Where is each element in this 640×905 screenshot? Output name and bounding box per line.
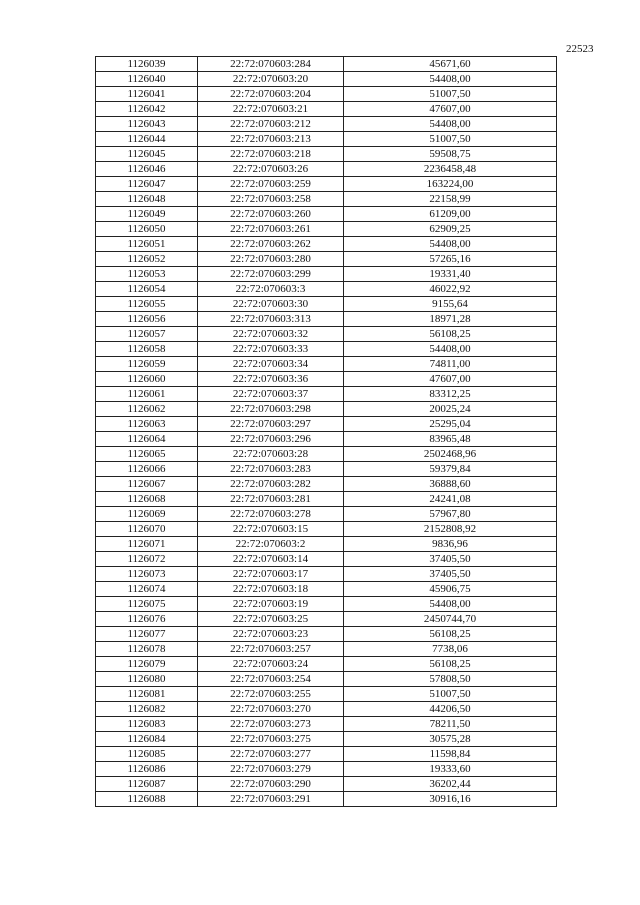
cadastral-value-cell: 45906,75 — [344, 582, 557, 597]
table-body — [96, 57, 557, 807]
cadastral-number-cell: 22:72:070603:204 — [198, 87, 344, 102]
cadastral-value-cell: 57967,80 — [344, 507, 557, 522]
cadastral-value-cell: 83312,25 — [344, 387, 557, 402]
row-number-cell: 1126075 — [96, 597, 198, 612]
cadastral-value-cell: 59379,84 — [344, 462, 557, 477]
cadastral-value-cell: 36888,60 — [344, 477, 557, 492]
row-number-cell: 1126065 — [96, 447, 198, 462]
cadastral-value-cell: 2450744,70 — [344, 612, 557, 627]
table-row — [96, 732, 557, 747]
cadastral-value-cell: 54408,00 — [344, 237, 557, 252]
row-number-cell: 1126088 — [96, 792, 198, 807]
cadastral-value-cell: 30575,28 — [344, 732, 557, 747]
cadastral-value-cell: 7738,06 — [344, 642, 557, 657]
row-number-cell: 1126042 — [96, 102, 198, 117]
cadastral-value-cell: 46022,92 — [344, 282, 557, 297]
row-number-cell: 1126056 — [96, 312, 198, 327]
table-row — [96, 612, 557, 627]
row-number-cell: 1126039 — [96, 57, 198, 72]
cadastral-value-cell: 51007,50 — [344, 687, 557, 702]
table-row — [96, 132, 557, 147]
cadastral-value-table — [95, 56, 557, 807]
table-row — [96, 297, 557, 312]
cadastral-value-cell: 18971,28 — [344, 312, 557, 327]
row-number-cell: 1126082 — [96, 702, 198, 717]
row-number-cell: 1126081 — [96, 687, 198, 702]
table-row — [96, 507, 557, 522]
cadastral-number-cell: 22:72:070603:254 — [198, 672, 344, 687]
row-number-cell: 1126045 — [96, 147, 198, 162]
row-number-cell: 1126085 — [96, 747, 198, 762]
cadastral-number-cell: 22:72:070603:277 — [198, 747, 344, 762]
cadastral-number-cell: 22:72:070603:270 — [198, 702, 344, 717]
cadastral-number-cell: 22:72:070603:24 — [198, 657, 344, 672]
row-number-cell: 1126067 — [96, 477, 198, 492]
cadastral-number-cell: 22:72:070603:30 — [198, 297, 344, 312]
cadastral-value-cell: 163224,00 — [344, 177, 557, 192]
cadastral-number-cell: 22:72:070603:255 — [198, 687, 344, 702]
cadastral-number-cell: 22:72:070603:290 — [198, 777, 344, 792]
cadastral-number-cell: 22:72:070603:262 — [198, 237, 344, 252]
row-number-cell: 1126048 — [96, 192, 198, 207]
cadastral-number-cell: 22:72:070603:37 — [198, 387, 344, 402]
row-number-cell: 1126040 — [96, 72, 198, 87]
table-row — [96, 357, 557, 372]
table-row — [96, 267, 557, 282]
row-number-cell: 1126072 — [96, 552, 198, 567]
row-number-cell: 1126083 — [96, 717, 198, 732]
cadastral-value-cell: 54408,00 — [344, 117, 557, 132]
cadastral-value-cell: 24241,08 — [344, 492, 557, 507]
row-number-cell: 1126066 — [96, 462, 198, 477]
row-number-cell: 1126058 — [96, 342, 198, 357]
cadastral-number-cell: 22:72:070603:34 — [198, 357, 344, 372]
cadastral-value-cell: 54408,00 — [344, 597, 557, 612]
cadastral-value-cell: 25295,04 — [344, 417, 557, 432]
cadastral-number-cell: 22:72:070603:296 — [198, 432, 344, 447]
row-number-cell: 1126043 — [96, 117, 198, 132]
row-number-cell: 1126077 — [96, 627, 198, 642]
table-row — [96, 207, 557, 222]
row-number-cell: 1126050 — [96, 222, 198, 237]
table-row — [96, 552, 557, 567]
row-number-cell: 1126076 — [96, 612, 198, 627]
table-row — [96, 687, 557, 702]
cadastral-number-cell: 22:72:070603:14 — [198, 552, 344, 567]
cadastral-value-cell: 57265,16 — [344, 252, 557, 267]
table-row — [96, 447, 557, 462]
cadastral-value-cell: 56108,25 — [344, 627, 557, 642]
cadastral-number-cell: 22:72:070603:299 — [198, 267, 344, 282]
row-number-cell: 1126070 — [96, 522, 198, 537]
cadastral-number-cell: 22:72:070603:33 — [198, 342, 344, 357]
row-number-cell: 1126044 — [96, 132, 198, 147]
cadastral-value-cell: 47607,00 — [344, 102, 557, 117]
cadastral-value-cell: 9155,64 — [344, 297, 557, 312]
table-row — [96, 582, 557, 597]
table-row — [96, 522, 557, 537]
table-row — [96, 627, 557, 642]
cadastral-number-cell: 22:72:070603:282 — [198, 477, 344, 492]
row-number-cell: 1126051 — [96, 237, 198, 252]
table-row — [96, 462, 557, 477]
cadastral-value-cell: 20025,24 — [344, 402, 557, 417]
cadastral-value-cell: 22158,99 — [344, 192, 557, 207]
cadastral-value-cell: 37405,50 — [344, 552, 557, 567]
cadastral-number-cell: 22:72:070603:313 — [198, 312, 344, 327]
cadastral-value-cell: 78211,50 — [344, 717, 557, 732]
cadastral-number-cell: 22:72:070603:20 — [198, 72, 344, 87]
table-row — [96, 372, 557, 387]
cadastral-number-cell: 22:72:070603:26 — [198, 162, 344, 177]
cadastral-number-cell: 22:72:070603:278 — [198, 507, 344, 522]
page-number: 22523 — [566, 43, 594, 55]
cadastral-number-cell: 22:72:070603:17 — [198, 567, 344, 582]
cadastral-value-cell: 30916,16 — [344, 792, 557, 807]
cadastral-value-cell: 44206,50 — [344, 702, 557, 717]
cadastral-number-cell: 22:72:070603:15 — [198, 522, 344, 537]
cadastral-number-cell: 22:72:070603:283 — [198, 462, 344, 477]
table-row — [96, 762, 557, 777]
cadastral-value-cell: 51007,50 — [344, 132, 557, 147]
cadastral-number-cell: 22:72:070603:212 — [198, 117, 344, 132]
row-number-cell: 1126069 — [96, 507, 198, 522]
table-row — [96, 387, 557, 402]
row-number-cell: 1126046 — [96, 162, 198, 177]
row-number-cell: 1126080 — [96, 672, 198, 687]
cadastral-value-cell: 19333,60 — [344, 762, 557, 777]
cadastral-number-cell: 22:72:070603:291 — [198, 792, 344, 807]
row-number-cell: 1126071 — [96, 537, 198, 552]
cadastral-number-cell: 22:72:070603:279 — [198, 762, 344, 777]
cadastral-number-cell: 22:72:070603:213 — [198, 132, 344, 147]
table-row — [96, 282, 557, 297]
table-row — [96, 432, 557, 447]
table-row — [96, 87, 557, 102]
cadastral-number-cell: 22:72:070603:23 — [198, 627, 344, 642]
cadastral-number-cell: 22:72:070603:280 — [198, 252, 344, 267]
cadastral-value-cell: 19331,40 — [344, 267, 557, 282]
table-row — [96, 747, 557, 762]
table-row — [96, 777, 557, 792]
cadastral-value-cell: 2236458,48 — [344, 162, 557, 177]
row-number-cell: 1126078 — [96, 642, 198, 657]
cadastral-value-cell: 61209,00 — [344, 207, 557, 222]
table-row — [96, 702, 557, 717]
table-row — [96, 57, 557, 72]
cadastral-number-cell: 22:72:070603:258 — [198, 192, 344, 207]
table-row — [96, 492, 557, 507]
table-row — [96, 252, 557, 267]
cadastral-value-cell: 54408,00 — [344, 342, 557, 357]
row-number-cell: 1126064 — [96, 432, 198, 447]
cadastral-value-cell: 9836,96 — [344, 537, 557, 552]
cadastral-number-cell: 22:72:070603:281 — [198, 492, 344, 507]
cadastral-value-cell: 2502468,96 — [344, 447, 557, 462]
table-row — [96, 717, 557, 732]
cadastral-number-cell: 22:72:070603:284 — [198, 57, 344, 72]
cadastral-value-cell: 62909,25 — [344, 222, 557, 237]
table-row — [96, 672, 557, 687]
row-number-cell: 1126062 — [96, 402, 198, 417]
cadastral-number-cell: 22:72:070603:19 — [198, 597, 344, 612]
cadastral-value-cell: 51007,50 — [344, 87, 557, 102]
row-number-cell: 1126087 — [96, 777, 198, 792]
row-number-cell: 1126086 — [96, 762, 198, 777]
table-row — [96, 327, 557, 342]
cadastral-value-cell: 83965,48 — [344, 432, 557, 447]
row-number-cell: 1126061 — [96, 387, 198, 402]
cadastral-number-cell: 22:72:070603:218 — [198, 147, 344, 162]
table-row — [96, 162, 557, 177]
cadastral-value-cell: 54408,00 — [344, 72, 557, 87]
cadastral-value-cell: 47607,00 — [344, 372, 557, 387]
cadastral-value-cell: 59508,75 — [344, 147, 557, 162]
table-row — [96, 147, 557, 162]
table-row — [96, 342, 557, 357]
row-number-cell: 1126079 — [96, 657, 198, 672]
table-row — [96, 792, 557, 807]
cadastral-number-cell: 22:72:070603:257 — [198, 642, 344, 657]
table-row — [96, 177, 557, 192]
table-row — [96, 567, 557, 582]
table-row — [96, 237, 557, 252]
cadastral-number-cell: 22:72:070603:297 — [198, 417, 344, 432]
row-number-cell: 1126054 — [96, 282, 198, 297]
table-row — [96, 192, 557, 207]
table-row — [96, 312, 557, 327]
row-number-cell: 1126068 — [96, 492, 198, 507]
row-number-cell: 1126055 — [96, 297, 198, 312]
row-number-cell: 1126053 — [96, 267, 198, 282]
cadastral-number-cell: 22:72:070603:18 — [198, 582, 344, 597]
table-row — [96, 477, 557, 492]
cadastral-value-cell: 57808,50 — [344, 672, 557, 687]
table-row — [96, 597, 557, 612]
cadastral-value-cell: 36202,44 — [344, 777, 557, 792]
cadastral-number-cell: 22:72:070603:260 — [198, 207, 344, 222]
cadastral-number-cell: 22:72:070603:21 — [198, 102, 344, 117]
cadastral-number-cell: 22:72:070603:261 — [198, 222, 344, 237]
table-row — [96, 417, 557, 432]
cadastral-number-cell: 22:72:070603:32 — [198, 327, 344, 342]
table-row — [96, 642, 557, 657]
row-number-cell: 1126074 — [96, 582, 198, 597]
row-number-cell: 1126063 — [96, 417, 198, 432]
cadastral-number-cell: 22:72:070603:275 — [198, 732, 344, 747]
cadastral-number-cell: 22:72:070603:259 — [198, 177, 344, 192]
row-number-cell: 1126059 — [96, 357, 198, 372]
cadastral-value-cell: 2152808,92 — [344, 522, 557, 537]
row-number-cell: 1126041 — [96, 87, 198, 102]
cadastral-number-cell: 22:72:070603:25 — [198, 612, 344, 627]
table-row — [96, 402, 557, 417]
cadastral-value-cell: 11598,84 — [344, 747, 557, 762]
cadastral-number-cell: 22:72:070603:36 — [198, 372, 344, 387]
cadastral-number-cell: 22:72:070603:273 — [198, 717, 344, 732]
row-number-cell: 1126052 — [96, 252, 198, 267]
cadastral-value-cell: 37405,50 — [344, 567, 557, 582]
row-number-cell: 1126060 — [96, 372, 198, 387]
cadastral-number-cell: 22:72:070603:298 — [198, 402, 344, 417]
cadastral-number-cell: 22:72:070603:28 — [198, 447, 344, 462]
row-number-cell: 1126073 — [96, 567, 198, 582]
table-row — [96, 657, 557, 672]
row-number-cell: 1126057 — [96, 327, 198, 342]
table-row — [96, 117, 557, 132]
table-row — [96, 537, 557, 552]
cadastral-value-cell: 56108,25 — [344, 327, 557, 342]
cadastral-value-cell: 45671,60 — [344, 57, 557, 72]
row-number-cell: 1126049 — [96, 207, 198, 222]
cadastral-number-cell: 22:72:070603:3 — [198, 282, 344, 297]
table-row — [96, 102, 557, 117]
row-number-cell: 1126084 — [96, 732, 198, 747]
table-row — [96, 72, 557, 87]
cadastral-value-cell: 56108,25 — [344, 657, 557, 672]
cadastral-value-cell: 74811,00 — [344, 357, 557, 372]
cadastral-number-cell: 22:72:070603:2 — [198, 537, 344, 552]
row-number-cell: 1126047 — [96, 177, 198, 192]
table-row — [96, 222, 557, 237]
